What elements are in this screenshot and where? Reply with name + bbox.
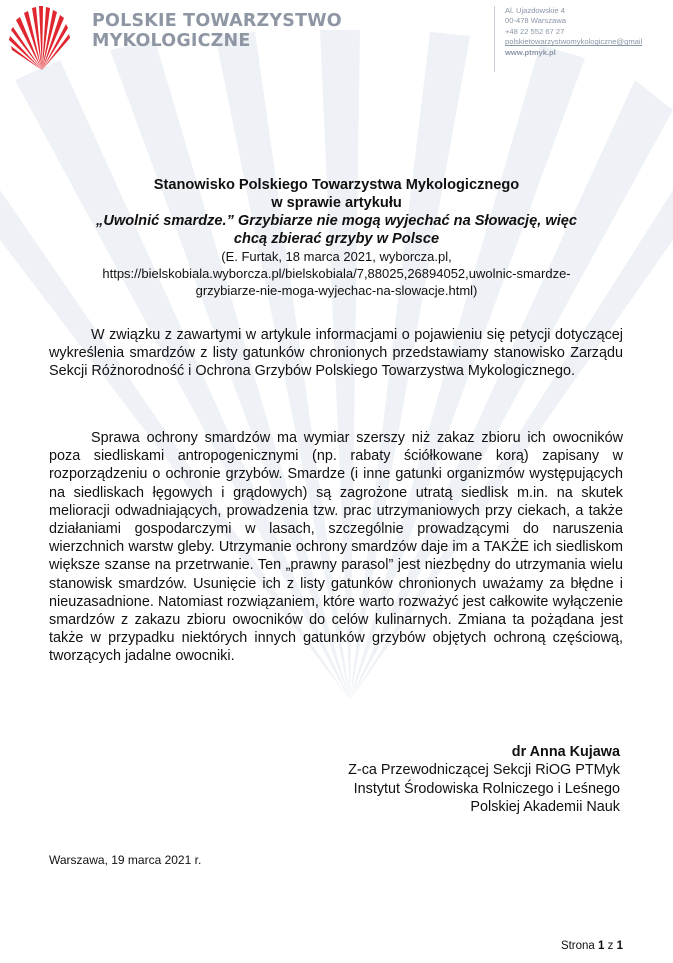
article-title-line2: chcą zbierać grzyby w Polsce bbox=[233, 231, 440, 247]
title-line2: w sprawie artykułu bbox=[271, 195, 402, 211]
page-label: Strona bbox=[560, 940, 595, 952]
source-url-line-cont: grzybiarze-nie-moga-wyjechac-na-slowacje.html) bbox=[195, 283, 478, 298]
body-paragraph-2: Sprawa ochrony smardzów ma wymiar szerszy niż zakaz zbioru ich owocników poza siedliskami antropogenicznymi (np. rabaty ściółkowane korą) zapisany w rozporządzeniu o ochronie grzybów. Smardze (i inne gatunki organizmów występujących na siedliskach łęgowych i grądowych) są zagrożone utratą siedlisk m.in. na skutek melioracji odwadniających, prowadzenia tzw. prac utrzymaniowych przy ciekach, a także działaniami gospodarczymi w lasach, szczególnie prowadzącymi do naruszenia wierzchnich warstw gleby. Utrzymanie ochrony smardzów daje im a TAKŻE ich siedliskom większe szanse na przetrwanie. Ten „prawny parasol” jest niezbędny do utrzymania wielu stanowisk smardzów. Usunięcie ich z listy gatunków chronionych uważamy za błędne i nieuzasadnione. Natomiast rozwiązaniem, które warto rozważyć jest całkowite wyłączenie smardzów z zakazu zbioru owocników do celów kulinarnych. Zmiana ta pożądana jest także w przypadku niektórych innych gatunków grzybów objętych ochroną częściową, tworzących jadalne owocniki. bbox=[49, 430, 623, 665]
header-divider bbox=[494, 6, 495, 72]
organization-name bbox=[92, 11, 342, 51]
contact-block bbox=[505, 6, 642, 58]
mushroom-spore-logo-icon bbox=[8, 4, 72, 74]
address-line1: Al. Ujazdowskie 4 bbox=[505, 6, 565, 15]
email-link[interactable]: polskietowarzystwomykologiczne@gmail bbox=[505, 37, 643, 47]
page-total: 1 bbox=[616, 940, 623, 952]
signatory-institute-line2: Polskiej Akademii Nauk bbox=[470, 799, 620, 816]
signature-block bbox=[348, 743, 620, 817]
title-line1: Stanowisko Polskiego Towarzystwa Mykologicznego bbox=[153, 177, 520, 193]
org-name-line1: POLSKIE TOWARZYSTWO bbox=[92, 11, 342, 31]
source-url-line: https://bielskobiala.wyborcza.pl/bielskobiala/7,88025,26894052,uwolnic-smardze- bbox=[102, 266, 571, 281]
signatory-role: Z-ca Przewodniczącej Sekcji RiOG PTMyk bbox=[348, 762, 620, 779]
document-title bbox=[40, 176, 633, 299]
org-name-line2: MYKOLOGICZNE bbox=[92, 31, 251, 51]
phone-number: +48 22 552 67 27 bbox=[505, 26, 565, 36]
address-line2: 00-478 Warszawa bbox=[505, 16, 566, 26]
signatory-institute-line1: Instytut Środowiska Rolniczego i Leśnego bbox=[353, 780, 620, 797]
body-paragraph-1: W związku z zawartymi w artykule informacjami o pojawieniu się petycji dotyczącej wykreślenia smardzów z listy gatunków chronionych przedstawiamy stanowisko Zarządu Sekcji Różnorodność i Ochrona Grzybów Polskiego Towarzystwa Mykologicznego. bbox=[49, 327, 623, 380]
place-date: Warszawa, 19 marca 2021 r. bbox=[49, 853, 202, 867]
page-separator: z bbox=[607, 940, 614, 952]
source-line1: (E. Furtak, 18 marca 2021, wyborcza.pl, bbox=[221, 249, 452, 264]
article-title-line1: „Uwolnić smardze.” Grzybiarze nie mogą wyjechać na Słowację, więc bbox=[96, 213, 577, 229]
page-number bbox=[561, 940, 623, 952]
website-link[interactable]: www.ptmyk.pl bbox=[505, 47, 556, 57]
signatory-name: dr Anna Kujawa bbox=[511, 744, 620, 760]
page-current: 1 bbox=[598, 940, 605, 952]
